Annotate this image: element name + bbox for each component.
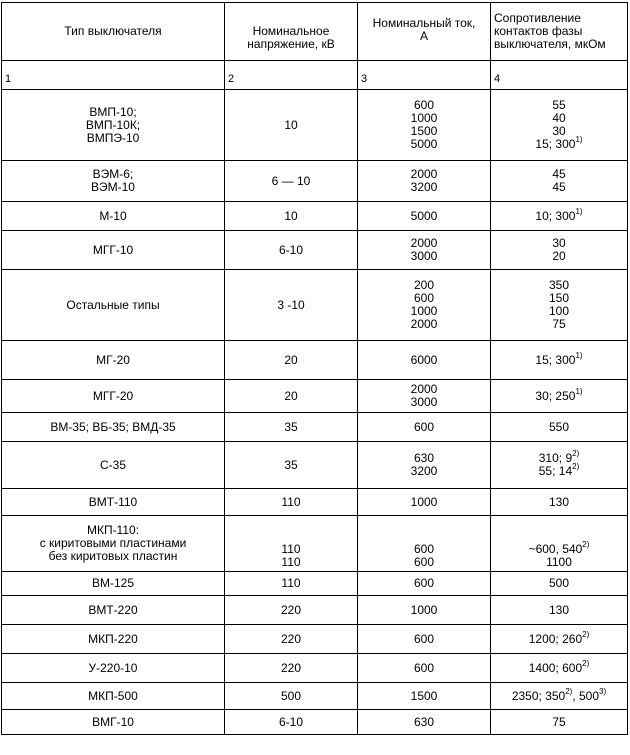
breaker-type-cell — [2, 231, 225, 270]
breaker-type-cell — [2, 489, 225, 516]
contact-resistance-cell — [491, 341, 628, 380]
rated-voltage: 10 — [284, 208, 298, 223]
resistance-value: 100 — [548, 304, 570, 318]
resistance-value: , 500 — [572, 688, 600, 703]
breaker-type-cell — [2, 341, 225, 380]
rated-voltage: 20 — [284, 388, 298, 403]
header-line: А — [419, 29, 428, 43]
contact-resistance — [494, 421, 624, 434]
rated-voltage-cell — [225, 231, 358, 270]
rated-voltage-cell — [225, 90, 358, 161]
header-line: Тип выключателя — [64, 24, 162, 38]
table-row — [2, 654, 628, 683]
resistance-value: 55 — [552, 98, 566, 112]
rated-current-cell — [358, 413, 491, 442]
rated-current-cell — [358, 654, 491, 683]
table-header-row — [2, 3, 628, 61]
rated-current-cell — [358, 596, 491, 625]
breaker-type: с киритовыми пластинами — [39, 536, 187, 550]
contact-resistance-cell — [491, 380, 628, 413]
resistance-value: 15; 300 — [535, 137, 576, 151]
contact-resistance-cell — [491, 413, 628, 442]
contact-resistance — [494, 386, 624, 403]
contact-resistance — [494, 350, 624, 367]
rated-current: 1500 — [410, 688, 438, 703]
breaker-type: ВМТ-220 — [88, 602, 138, 617]
breaker-type: ВМ-35; ВБ-35; ВМД-35 — [50, 419, 176, 434]
resistance-value: 310; 9 — [538, 451, 573, 465]
footnote-marker: 2) — [582, 658, 590, 668]
rated-current: 630 — [413, 451, 435, 465]
table-row — [2, 683, 628, 710]
breaker-type: МГГ-20 — [92, 388, 134, 403]
rated-current: 600 — [413, 660, 435, 675]
rated-voltage: 220 — [280, 660, 302, 675]
resistance-value: ~600, 540 — [528, 542, 583, 556]
contact-resistance — [494, 135, 624, 151]
rated-current: 3200 — [410, 180, 438, 194]
footnote-marker: 2) — [572, 449, 580, 458]
footnote-marker: 1) — [575, 386, 583, 396]
rated-current: 1500 — [410, 124, 438, 138]
breaker-type: ВМТ-110 — [88, 494, 138, 509]
resistance-value: 350 — [548, 278, 570, 292]
breaker-type: МКП-220 — [88, 631, 138, 646]
breaker-type-cell — [2, 516, 225, 572]
breaker-resistance-table-wrapper — [1, 2, 628, 735]
resistance-value: 550 — [548, 419, 570, 434]
footnote-marker: 2) — [565, 686, 573, 696]
rated-voltage-cell — [225, 413, 358, 442]
table-row — [2, 625, 628, 654]
rated-voltage-cell — [225, 710, 358, 735]
rated-current: 1000 — [410, 304, 438, 318]
table-row — [2, 516, 628, 572]
breaker-resistance-table — [1, 2, 628, 735]
breaker-type: ВМПЭ-10 — [86, 130, 140, 145]
breaker-type: ВМП-10; — [89, 104, 137, 119]
header-rated-voltage — [225, 3, 358, 61]
contact-resistance-cell — [491, 489, 628, 516]
header-line: контактов фазы — [494, 24, 583, 38]
rated-current: 3200 — [410, 464, 438, 478]
breaker-type: У-220-10 — [88, 660, 138, 675]
header-breaker-type — [2, 3, 225, 61]
breaker-type: МГ-20 — [96, 352, 130, 367]
table-row — [2, 710, 628, 735]
contact-resistance-cell — [491, 710, 628, 735]
table-row — [2, 596, 628, 625]
contact-resistance — [494, 250, 624, 263]
contact-resistance-cell — [491, 202, 628, 231]
rated-voltage-cell — [225, 683, 358, 710]
rated-current: 1000 — [410, 111, 438, 125]
rated-current: 1000 — [410, 602, 438, 617]
rated-voltage: 220 — [280, 602, 302, 617]
contact-resistance-cell — [491, 625, 628, 654]
footnote-marker: 1) — [575, 350, 583, 360]
rated-current-cell — [358, 202, 491, 231]
breaker-type-cell — [2, 683, 225, 710]
contact-resistance — [494, 604, 624, 617]
table-row — [2, 202, 628, 231]
rated-current: 3000 — [410, 395, 438, 409]
rated-voltage: 10 — [284, 117, 298, 132]
breaker-type: МКП-110: — [86, 523, 140, 537]
contact-resistance — [494, 686, 624, 703]
rated-voltage-cell — [225, 489, 358, 516]
breaker-type-cell — [2, 625, 225, 654]
rated-voltage-cell — [225, 596, 358, 625]
rated-current: 600 — [413, 98, 435, 112]
resistance-value: 45 — [552, 180, 566, 194]
rated-voltage-cell — [225, 442, 358, 489]
rated-current: 200 — [413, 278, 435, 292]
rated-voltage: 220 — [280, 631, 302, 646]
breaker-type: Остальные типы — [66, 297, 160, 312]
breaker-type: ВМГ-10 — [92, 714, 134, 729]
contact-resistance — [494, 206, 624, 223]
rated-current: 600 — [413, 419, 435, 434]
rated-current: 1000 — [410, 494, 438, 509]
rated-voltage-cell — [225, 341, 358, 380]
resistance-value: 30 — [552, 124, 566, 138]
table-row — [2, 341, 628, 380]
rated-current-cell — [358, 341, 491, 380]
rated-current: 5000 — [410, 208, 438, 223]
rated-current-cell — [358, 710, 491, 735]
footnote-marker: 1) — [575, 206, 583, 216]
resistance-value: 55; 14 — [538, 464, 573, 478]
rated-current-cell — [358, 625, 491, 654]
breaker-type-cell — [2, 202, 225, 231]
rated-voltage: 35 — [284, 457, 298, 472]
rated-current-cell — [358, 489, 491, 516]
rated-current: 600 — [413, 542, 435, 556]
breaker-type-cell — [2, 90, 225, 161]
table-row — [2, 380, 628, 413]
footnote-marker: 2) — [572, 462, 580, 471]
rated-voltage-cell — [225, 516, 358, 572]
footnote-marker: 2) — [582, 629, 590, 639]
contact-resistance — [494, 629, 624, 646]
resistance-value: 20 — [552, 249, 566, 263]
header-line: напряжение, кВ — [247, 37, 335, 51]
rated-current: 2000 — [410, 317, 438, 331]
rated-voltage-cell — [225, 572, 358, 596]
contact-resistance — [494, 556, 624, 569]
rated-voltage-cell — [225, 654, 358, 683]
breaker-type-cell — [2, 572, 225, 596]
column-number: 4 — [491, 61, 628, 90]
rated-voltage: 6-10 — [278, 242, 304, 257]
breaker-type: МГГ-10 — [92, 242, 134, 257]
contact-resistance-cell — [491, 90, 628, 161]
resistance-value: 1200; 260 — [528, 631, 583, 646]
footnote-marker: 2) — [582, 540, 590, 549]
rated-voltage-cell — [225, 202, 358, 231]
rated-voltage: 110 — [281, 542, 301, 556]
rated-current-cell — [358, 683, 491, 710]
breaker-type-cell — [2, 270, 225, 341]
breaker-type: С-35 — [99, 457, 126, 472]
rated-voltage: 20 — [284, 352, 298, 367]
breaker-type-cell — [2, 596, 225, 625]
breaker-type-cell — [2, 710, 225, 735]
header-line: Номинальный ток, — [372, 16, 476, 30]
rated-current: 3000 — [410, 249, 438, 263]
contact-resistance-cell — [491, 270, 628, 341]
rated-current: 600 — [413, 576, 435, 590]
contact-resistance-cell — [491, 442, 628, 489]
contact-resistance-cell — [491, 654, 628, 683]
rated-voltage-cell — [225, 625, 358, 654]
footnote-marker: 3) — [599, 686, 607, 696]
breaker-type-cell — [2, 442, 225, 489]
contact-resistance-cell — [491, 572, 628, 596]
resistance-value: 30 — [552, 236, 566, 250]
breaker-type-cell — [2, 380, 225, 413]
resistance-value: 130 — [548, 494, 570, 509]
resistance-value: 1100 — [546, 555, 572, 569]
resistance-value: 500 — [548, 576, 570, 590]
breaker-type-cell — [2, 413, 225, 442]
rated-current-cell — [358, 572, 491, 596]
resistance-value: 130 — [548, 602, 570, 617]
rated-current-cell — [358, 161, 491, 202]
rated-voltage: 110 — [281, 576, 301, 590]
contact-resistance — [494, 577, 624, 590]
rated-current: 600 — [413, 291, 435, 305]
resistance-value: 75 — [552, 317, 566, 331]
resistance-value: 40 — [552, 111, 566, 125]
contact-resistance — [494, 181, 624, 194]
rated-current: 6000 — [410, 352, 438, 367]
header-line: Номинальное — [252, 24, 330, 38]
rated-voltage: 6-10 — [278, 714, 304, 729]
rated-current: 2000 — [410, 167, 438, 181]
breaker-type-cell — [2, 161, 225, 202]
rated-current: 600 — [413, 555, 435, 569]
contact-resistance — [494, 318, 624, 331]
contact-resistance — [494, 658, 624, 675]
rated-current: 5000 — [410, 137, 438, 151]
contact-resistance-cell — [491, 596, 628, 625]
header-contact-resistance — [491, 3, 628, 61]
rated-current: 2000 — [410, 382, 438, 396]
contact-resistance — [494, 496, 624, 509]
table-row — [2, 90, 628, 161]
resistance-value: 1400; 600 — [528, 660, 583, 675]
rated-current: 600 — [413, 631, 435, 646]
header-line: Сопротивление — [494, 11, 581, 25]
breaker-type: ВЭМ-6; — [92, 167, 134, 181]
rated-voltage: 110 — [281, 494, 301, 509]
rated-current: 630 — [413, 714, 435, 729]
resistance-value: 75 — [552, 714, 566, 729]
resistance-value: 2350; 350 — [511, 688, 566, 703]
breaker-type: без киритовых пластин — [48, 549, 178, 563]
footnote-marker: 1) — [575, 135, 583, 144]
column-number: 3 — [358, 61, 491, 90]
breaker-type: ВМП-10К; — [85, 117, 141, 132]
rated-voltage: 6 — 10 — [271, 173, 311, 188]
table-row — [2, 413, 628, 442]
rated-voltage-cell — [225, 380, 358, 413]
rated-voltage-cell — [225, 270, 358, 341]
resistance-value: 45 — [552, 167, 566, 181]
table-row — [2, 231, 628, 270]
breaker-type: М-10 — [99, 208, 127, 223]
rated-voltage: 3 -10 — [277, 297, 305, 312]
rated-voltage: 500 — [280, 688, 302, 703]
rated-voltage: 110 — [281, 555, 301, 569]
column-number: 1 — [2, 61, 225, 90]
header-line: выключателя, мкОм — [494, 37, 606, 51]
contact-resistance-cell — [491, 231, 628, 270]
rated-current-cell — [358, 90, 491, 161]
table-row — [2, 489, 628, 516]
rated-current-cell — [358, 516, 491, 572]
rated-voltage: 35 — [284, 419, 298, 434]
table-row — [2, 442, 628, 489]
contact-resistance-cell — [491, 683, 628, 710]
breaker-type: ВМ-125 — [91, 576, 135, 590]
breaker-type-cell — [2, 654, 225, 683]
column-number: 2 — [225, 61, 358, 90]
contact-resistance-cell — [491, 516, 628, 572]
rated-voltage-cell — [225, 161, 358, 202]
resistance-value: 15; 300 — [535, 352, 576, 367]
rated-current-cell — [358, 270, 491, 341]
column-number-row — [2, 61, 628, 90]
breaker-type: ВЭМ-10 — [91, 180, 135, 194]
resistance-value: 150 — [548, 291, 570, 305]
contact-resistance-cell — [491, 161, 628, 202]
rated-current-cell — [358, 442, 491, 489]
contact-resistance — [494, 716, 624, 729]
rated-current-cell — [358, 231, 491, 270]
rated-current: 2000 — [410, 236, 438, 250]
table-row — [2, 572, 628, 596]
resistance-value: 10; 300 — [535, 208, 576, 223]
table-row — [2, 161, 628, 202]
contact-resistance — [494, 462, 624, 478]
breaker-type: МКП-500 — [88, 688, 138, 703]
table-row — [2, 270, 628, 341]
header-rated-current — [358, 3, 491, 61]
rated-current-cell — [358, 380, 491, 413]
resistance-value: 30; 250 — [535, 388, 576, 403]
